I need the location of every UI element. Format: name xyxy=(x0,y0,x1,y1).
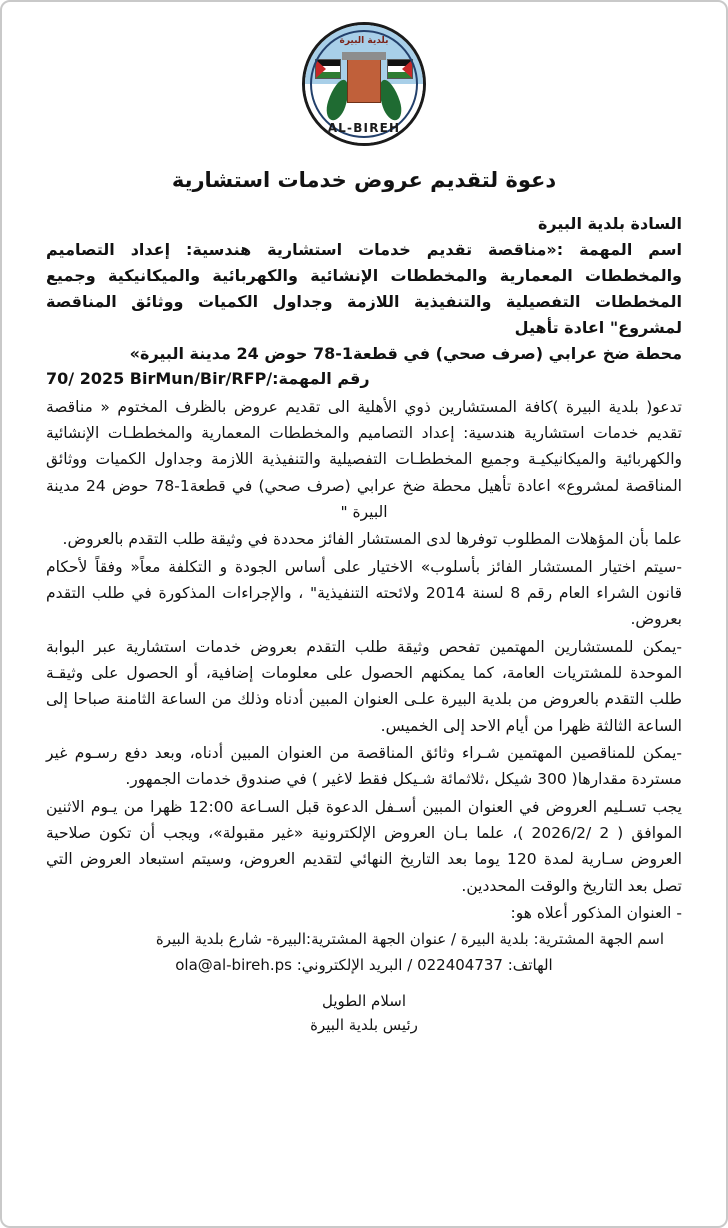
paragraph-invitation: تدعو( بلدية البيرة )كافة المستشارين ذوي الأهلية الى تقديم عروض بالظرف المختوم « مناقصة تقديم خدمات استشارية هندسية: إعداد التصاميم والمخططات المعمارية والمخططـات الإنشائية والكهربائية والميكانيكيـة وجميع المخططـات التفصيلية والتنفيذية اللازمة وجداول الكميات ووثائق المناقصة لمشروع» اعادة تأهيل محطة ضخ عرابي (صرف صحي) في قطعة1-78 حوض 24 مدينة البيرة " xyxy=(46,397,682,521)
phone-label: الهاتف: xyxy=(507,955,553,974)
signatory-name: اسلام الطويل xyxy=(321,992,407,1011)
email-label: البريد الإلكتروني: xyxy=(296,955,403,974)
paragraph-selection-method: -سيتم اختيار المستشار الفائز بأسلوب» الاختيار على أساس الجودة و التكلفة معاً« وفقاً لأحكام قانون الشراء العام رقم 8 لسنة 2014 ولائحته التنفيذية" ، والإجراءات المذكورة في طلب التقدم بعروض. xyxy=(46,557,682,629)
email-address[interactable]: ola@al-bireh.ps xyxy=(175,955,292,974)
phone-number: 022404737 xyxy=(417,955,503,974)
reference-code: BirMun/Bir/RFP/ xyxy=(129,368,273,388)
salutation-line: السادة بلدية البيرة xyxy=(537,214,682,233)
paragraph-address-intro: - العنوان المذكور أعلاه هو: xyxy=(510,904,682,923)
signature-block xyxy=(46,990,682,1037)
reference-year: 2025 xyxy=(79,368,125,388)
assignment-name-block xyxy=(46,237,682,367)
buyer-address-line: اسم الجهة المشترية: بلدية البيرة / عنوان الجهة المشترية:البيرة- شارع بلدية البيرة xyxy=(155,930,664,949)
assignment-name-last-line: محطة ضخ عرابي (صرف صحي) في قطعة1-78 حوض 24 مدينة البيرة» xyxy=(129,343,682,363)
page-title: دعوة لتقديم عروض خدمات استشارية xyxy=(171,168,557,192)
logo-container xyxy=(46,22,682,146)
contact-separator: / xyxy=(407,955,413,974)
al-bireh-municipality-emblem-icon xyxy=(302,22,426,146)
emblem-english-label: AL-BIREH xyxy=(327,121,401,135)
paragraph-submission-deadline: يجب تسـليم العروض في العنوان المبين أسـفل الدعوة قبل السـاعة 12:00 ظهرا من يـوم الاثنين الموافق ( 2 /2026/2 )، علما بـان العروض الإلكترونية «غير مقبولة»، ويجب أن تكون صلاحية العروض سـارية لمدة 120 يوما بعد التاريخ النهائي لتقديم العروض، وسيتم استبعاد العروض التي تصل بعد التاريخ والوقت المحددين. xyxy=(46,797,682,895)
assignment-reference-line xyxy=(46,369,682,388)
contact-details-line xyxy=(46,953,682,979)
paragraph-qualifications: علما بأن المؤهلات المطلوب توفرها لدى المستشار الفائز محددة في وثيقة طلب التقدم بالعروض. xyxy=(62,530,682,549)
signatory-position: رئيس بلدية البيرة xyxy=(310,1015,418,1034)
paragraph-document-access: -يمكن للمستشارين المهتمين تفحص وثيقة طلب التقدم بعروض خدمات استشارية عبر البوابة الموحدة للمشتريات العامة، كما يمكنهم الحصول على معلومات إضافية، أو الحصول على وثيقـة طلب التقدم بالعروض من بلدية البيرة علـى العنوان المبين أدناه وذلك من الساعة الثامنة صباحا إلى الساعة الثالثة ظهرا من أيام الاحد إلى الخميس. xyxy=(46,637,682,735)
reference-number: 70/ xyxy=(46,368,75,388)
assignment-name-text: اسم المهمة :«مناقصة تقديم خدمات استشارية هندسية: إعداد التصاميم والمخططات المعمارية والمخططات الإنشائية والكهربائية والميكانيكية وجميع المخططات التفصيلية والتنفيذية اللازمة وجداول الكميات ووثائق المناقصة لمشروع" اعادة تأهيل xyxy=(46,240,682,337)
reference-label: رقم المهمة: xyxy=(272,368,370,388)
emblem-arabic-label: بلدية البيرة xyxy=(339,36,389,46)
paragraph-purchase-fee: -يمكن للمناقصين المهتمين شـراء وثائق المناقصة من العنوان المبين أدناه، وبعد دفع رسـوم غير مستردة مقدارها( 300 شيكل ،ثلاثمائة شـيكل فقط لاغير ) في صندوق خدمات الجمهور. xyxy=(46,744,682,789)
